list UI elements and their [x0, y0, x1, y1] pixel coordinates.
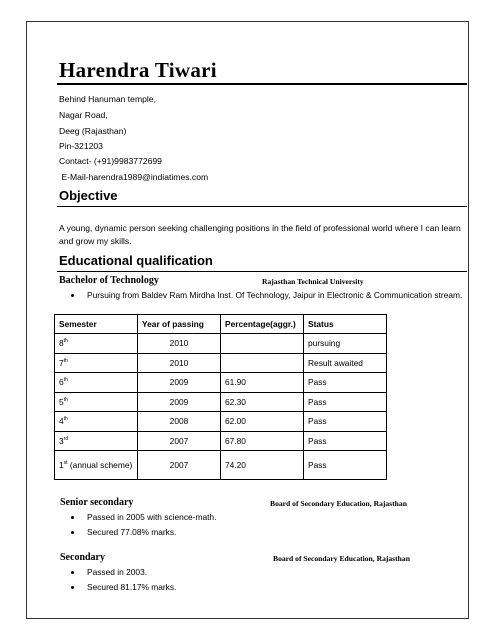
table-row [55, 451, 387, 480]
senior-secondary-bullet-2: Secured 77.08% marks. [87, 527, 176, 538]
year-cell: 2009 [138, 392, 221, 412]
status-cell: pursuing [304, 334, 387, 354]
senior-secondary-board: Board of Secondary Education, Rajasthan [270, 499, 407, 508]
header-status: Status [304, 315, 387, 334]
address-line-3: Deeg (Rajasthan) [59, 126, 127, 136]
secondary-title: Secondary [60, 552, 105, 563]
semester-cell: 1st (annual scheme) [55, 451, 138, 480]
year-cell: 2010 [138, 334, 221, 354]
objective-rule [57, 206, 467, 207]
semester-cell: 3rd [55, 431, 138, 451]
bullet-dot [71, 294, 74, 297]
secondary-bullet-2: Secured 81.17% marks. [87, 582, 176, 593]
secondary-bullet-1: Passed in 2003. [87, 567, 147, 578]
btech-university: Rajasthan Technical University [262, 277, 364, 286]
percentage-cell [221, 334, 304, 354]
btech-bullet [87, 290, 462, 301]
table-row [55, 392, 387, 412]
status-cell: Pass [304, 412, 387, 432]
percentage-cell: 67.80 [221, 431, 304, 451]
senior-secondary-bullet-1: Passed in 2005 with science-math. [87, 512, 216, 523]
percentage-cell: 62.00 [221, 412, 304, 432]
header-year: Year of passing [138, 315, 221, 334]
table-row [55, 334, 387, 354]
email-address: E-Mail-harendra1989@indiatimes.com [59, 172, 209, 182]
percentage-cell: 74.20 [221, 451, 304, 480]
percentage-cell: 62.30 [221, 392, 304, 412]
name-underline [57, 83, 467, 85]
bullet-dot [71, 516, 74, 519]
candidate-name: Harendra Tiwari [59, 58, 217, 82]
status-cell: Pass [304, 451, 387, 480]
semester-cell: 4th [55, 412, 138, 432]
bullet-dot [71, 531, 74, 534]
address-line-2: Nagar Road, [59, 110, 108, 120]
objective-text: A young, dynamic person seeking challenging positions in the field of professional world where I can learn and grow my skills. [59, 223, 461, 246]
table-row [55, 353, 387, 373]
table-row [55, 412, 387, 432]
semester-results-table [54, 314, 387, 480]
header-semester: Semester [55, 315, 138, 334]
year-cell: 2010 [138, 353, 221, 373]
year-cell: 2009 [138, 373, 221, 393]
semester-cell: 6th [55, 373, 138, 393]
year-cell: 2008 [138, 412, 221, 432]
status-cell: Result awaited [304, 353, 387, 373]
pin-code: Pin-321203 [59, 141, 103, 151]
header-percentage: Percentage(aggr.) [221, 315, 304, 334]
year-cell: 2007 [138, 431, 221, 451]
table-row [55, 431, 387, 451]
semester-cell: 8th [55, 334, 138, 354]
btech-bullet-text: Pursuing from Baldev Ram Mirdha Inst. Of Technology, Jaipur in Electronic & Communication stream. [87, 290, 463, 300]
btech-title: Bachelor of Technology [59, 275, 159, 286]
education-heading: Educational qualification [59, 253, 213, 268]
semester-cell: 5th [55, 392, 138, 412]
education-rule [57, 271, 467, 272]
contact-number: Contact- (+91)9983772699 [59, 156, 162, 166]
year-cell: 2007 [138, 451, 221, 480]
bullet-dot [71, 586, 74, 589]
table-header-row [55, 315, 387, 334]
address-line-1: Behind Hanuman temple, [59, 94, 156, 104]
senior-secondary-title: Senior secondary [60, 497, 134, 508]
objective-heading: Objective [59, 188, 118, 203]
semester-cell: 7th [55, 353, 138, 373]
percentage-cell [221, 353, 304, 373]
secondary-board: Board of Secondary Education, Rajasthan [273, 554, 410, 563]
percentage-cell: 61.90 [221, 373, 304, 393]
status-cell: Pass [304, 431, 387, 451]
status-cell: Pass [304, 392, 387, 412]
table-row [55, 373, 387, 393]
status-cell: Pass [304, 373, 387, 393]
bullet-dot [71, 571, 74, 574]
